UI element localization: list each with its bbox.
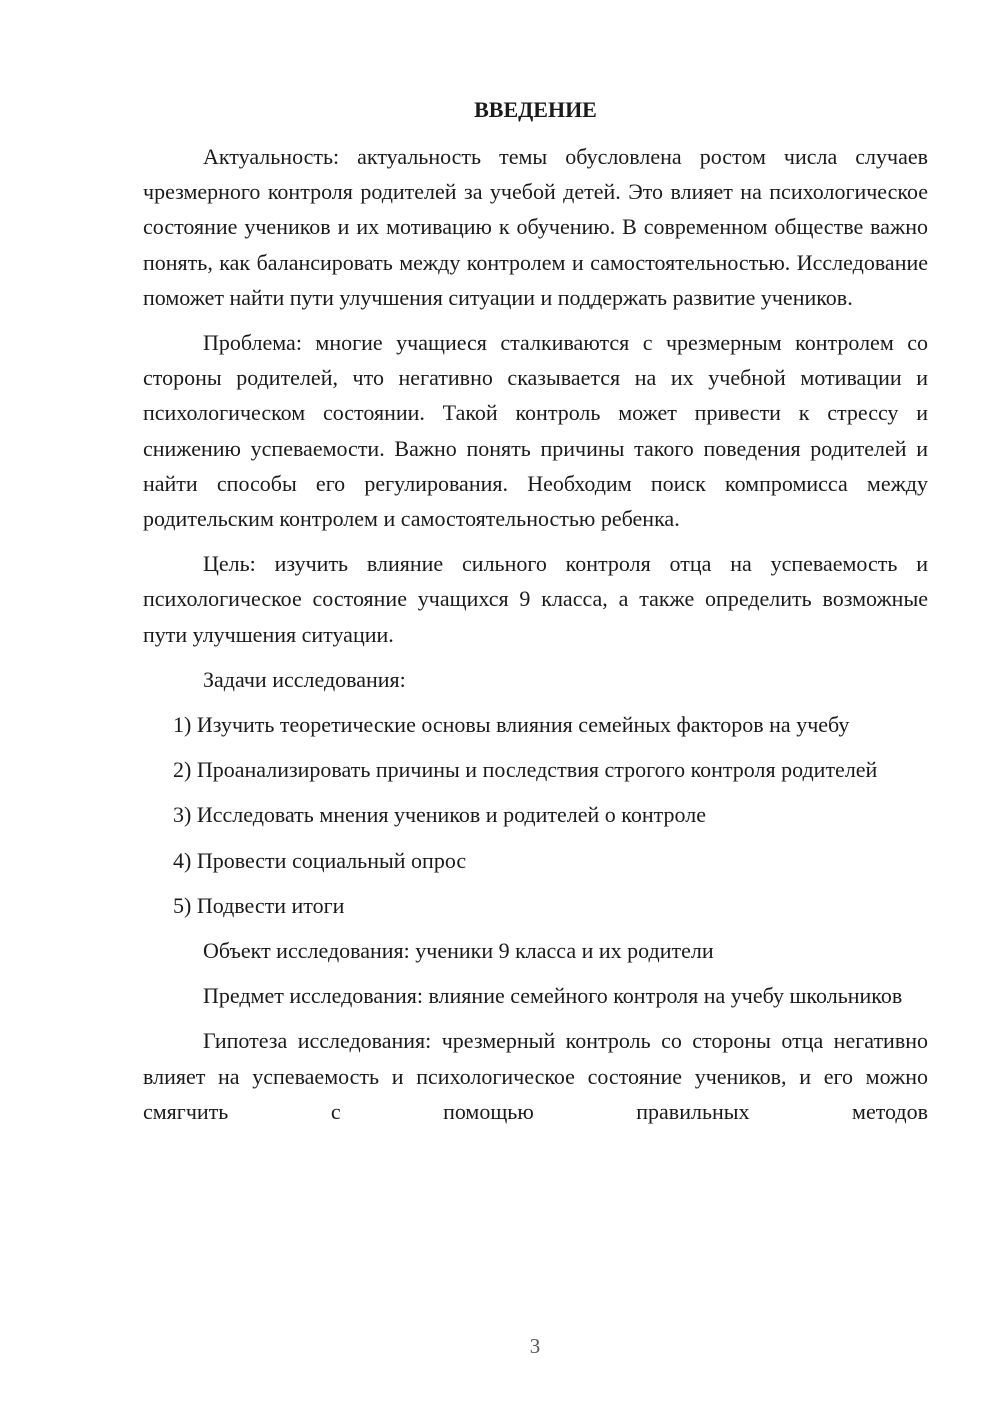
section-title: ВВЕДЕНИЕ (474, 97, 597, 122)
paragraph-problem: Проблема: многие учащиеся сталкиваются с чрезмерным контролем со стороны родителей, что негативно сказывается на их учебной мотивации и психологическом состоянии. Такой контроль может привести к стрессу и снижению успеваемости. Важно понять причины такого поведения родителей и найти способы его регулирования. Необходим поиск компромисса между родительским контролем и самостоятельностью ребенка. (143, 330, 928, 532)
task-item-4: 4) Провести социальный опрос (173, 847, 467, 873)
tasks-heading: Задачи исследования: (203, 666, 406, 692)
document-page (143, 92, 928, 1129)
task-item-5: 5) Подвести итоги (173, 892, 345, 918)
paragraph-hypothesis: Гипотеза исследования: чрезмерный контроль со стороны отца негативно влияет на успеваемость и психологическое состояние учеников, и его можно смягчить с помощью правильных методов (143, 1028, 928, 1124)
paragraph-goal: Цель: изучить влияние сильного контроля отца на успеваемость и психологическое состояние учащихся 9 класса, а также определить возможные пути улучшения ситуации. (143, 551, 928, 647)
task-item-3: 3) Исследовать мнения учеников и родителей о контроле (173, 802, 706, 828)
page-number: 3 (529, 1334, 541, 1358)
paragraph-relevance: Актуальность: актуальность темы обусловлена ростом числа случаев чрезмерного контроля родителей за учебой детей. Это влияет на психологическое состояние учеников и их мотивацию к обучению. В современном обществе важно понять, как балансировать между контролем и самостоятельностью. Исследование поможет найти пути улучшения ситуации и поддержать развитие учеников. (143, 144, 928, 310)
paragraph-subject: Предмет исследования: влияние семейного контроля на учебу школьников (203, 983, 903, 1009)
paragraph-object: Объект исследования: ученики 9 класса и их родители (203, 938, 714, 964)
task-item-1: 1) Изучить теоретические основы влияния семейных факторов на учебу (173, 712, 850, 738)
task-item-2: 2) Проанализировать причины и последствия строгого контроля родителей (173, 757, 878, 783)
